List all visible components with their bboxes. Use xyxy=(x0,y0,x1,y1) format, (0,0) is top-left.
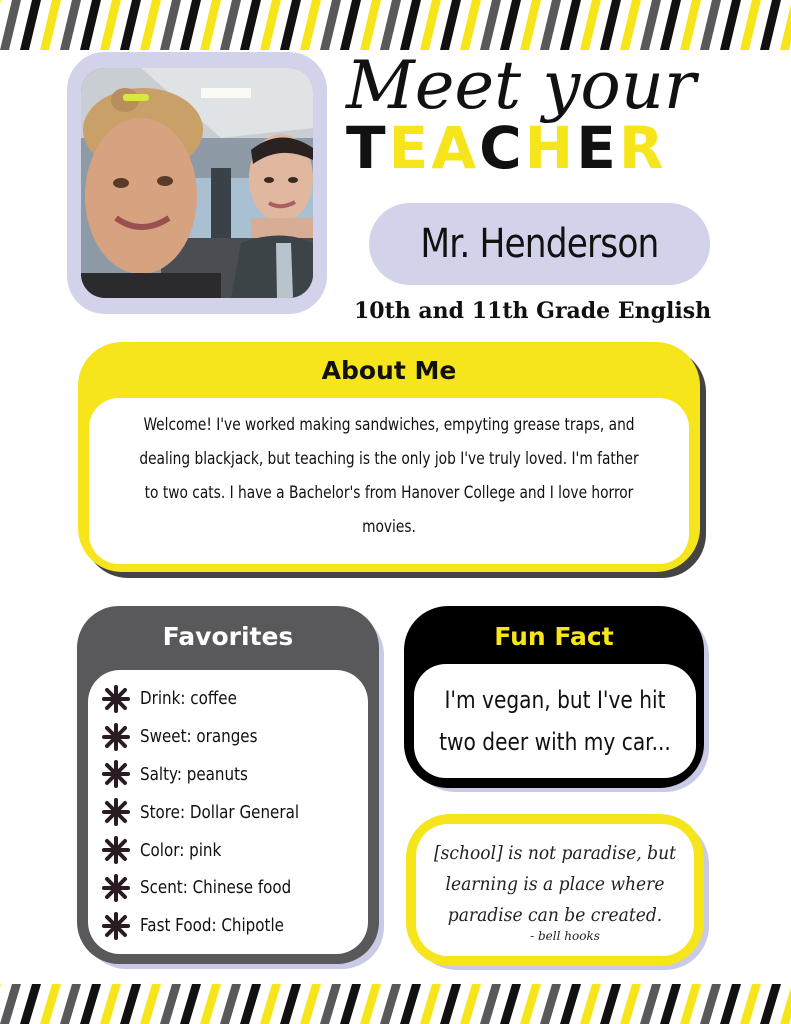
stripe xyxy=(260,0,281,50)
fun-fact-text: I'm vegan, but I've hit two deer with my car... xyxy=(439,686,671,756)
stripe xyxy=(240,984,261,1024)
stripe xyxy=(660,984,681,1024)
stripe xyxy=(720,0,741,50)
stripe xyxy=(40,0,61,50)
favorite-item-text: Color: pink xyxy=(140,839,222,861)
stripe xyxy=(700,0,721,50)
favorite-item-text: Scent: Chinese food xyxy=(140,877,292,899)
asterisk-icon xyxy=(102,723,130,751)
asterisk-icon xyxy=(102,760,130,788)
stripe xyxy=(160,0,181,50)
stripe xyxy=(540,984,561,1024)
stripe xyxy=(600,0,621,50)
stripe xyxy=(660,0,681,50)
favorite-item-text: Salty: peanuts xyxy=(140,763,248,785)
asterisk-icon xyxy=(102,874,130,902)
stripe xyxy=(680,984,701,1024)
stripe xyxy=(620,984,641,1024)
stripe xyxy=(120,984,141,1024)
stripe xyxy=(20,0,41,50)
stripe xyxy=(680,0,701,50)
stripe xyxy=(0,0,21,50)
stripe xyxy=(520,0,541,50)
stripe xyxy=(720,984,741,1024)
fun-fact-title: Fun Fact xyxy=(494,622,614,651)
stripe xyxy=(280,984,301,1024)
favorite-item-text: Store: Dollar General xyxy=(140,801,300,823)
stripe xyxy=(740,0,761,50)
heading-letter: A xyxy=(431,114,480,182)
stripe xyxy=(300,984,321,1024)
stripe xyxy=(500,0,521,50)
stripe xyxy=(340,984,361,1024)
top-stripe-border xyxy=(0,0,791,50)
stripe xyxy=(620,0,641,50)
favorite-item-text: Sweet: oranges xyxy=(140,726,258,748)
teacher-heading xyxy=(346,114,667,182)
stripe xyxy=(120,0,141,50)
stripe xyxy=(480,984,501,1024)
stripe xyxy=(100,984,121,1024)
stripe xyxy=(140,0,161,50)
favorite-item-text: Fast Food: Chipotle xyxy=(140,915,284,937)
about-me-card xyxy=(78,342,700,572)
stripe xyxy=(420,0,441,50)
stripe xyxy=(480,0,501,50)
stripe xyxy=(100,0,121,50)
favorite-item xyxy=(102,718,368,756)
stripe xyxy=(0,984,1,1024)
stripe xyxy=(600,984,621,1024)
stripe xyxy=(80,984,101,1024)
about-me-text: Welcome! I've worked making sandwiches, empyting grease traps, and dealing blackjack, but teaching is the only job I've truly loved. I'm father to two cats. I have a Bachelor's from Hanover College and I love horror movies. xyxy=(139,415,639,537)
stripe xyxy=(320,0,341,50)
favorite-item xyxy=(102,680,368,718)
stripe xyxy=(320,984,341,1024)
fun-fact-body-box xyxy=(414,664,696,778)
stripe xyxy=(0,0,1,50)
favorite-item xyxy=(102,907,368,945)
stripe xyxy=(40,984,61,1024)
stripe xyxy=(460,0,481,50)
svg-text:Meet your: Meet your xyxy=(344,47,700,124)
stripe xyxy=(200,984,221,1024)
stripe xyxy=(460,984,481,1024)
teacher-photo xyxy=(81,68,313,298)
stripe xyxy=(740,984,761,1024)
stripe xyxy=(760,984,781,1024)
asterisk-icon xyxy=(102,685,130,713)
favorite-item xyxy=(102,831,368,869)
stripe xyxy=(80,0,101,50)
stripe xyxy=(400,984,421,1024)
favorite-item xyxy=(102,869,368,907)
favorite-item xyxy=(102,793,368,831)
asterisk-icon xyxy=(102,912,130,940)
heading-letter: T xyxy=(346,114,389,182)
stripe xyxy=(640,0,661,50)
stripe xyxy=(520,984,541,1024)
teacher-name-pill xyxy=(369,203,710,285)
heading-letter: C xyxy=(479,114,525,182)
heading-letter: E xyxy=(576,114,619,182)
asterisk-icon xyxy=(102,798,130,826)
stripe xyxy=(0,984,21,1024)
stripe xyxy=(180,984,201,1024)
stripe xyxy=(420,984,441,1024)
stripe xyxy=(240,0,261,50)
favorites-list xyxy=(88,670,368,954)
stripe xyxy=(700,984,721,1024)
stripe xyxy=(360,0,381,50)
heading-letter: H xyxy=(524,114,577,182)
stripe xyxy=(780,984,791,1024)
about-me-body-box xyxy=(89,398,689,564)
stripe xyxy=(440,0,461,50)
stripe xyxy=(140,984,161,1024)
heading-letter: R xyxy=(618,114,667,182)
favorite-item-text: Drink: coffee xyxy=(140,688,237,710)
stripe xyxy=(180,0,201,50)
asterisk-icon xyxy=(102,836,130,864)
stripe xyxy=(760,0,781,50)
stripe xyxy=(60,0,81,50)
stripe xyxy=(200,0,221,50)
stripe xyxy=(280,0,301,50)
bottom-stripe-border xyxy=(0,984,791,1024)
about-me-title: About Me xyxy=(321,356,457,385)
stripe xyxy=(580,984,601,1024)
stripe xyxy=(380,0,401,50)
stripe xyxy=(780,0,791,50)
quote-card xyxy=(406,814,704,966)
stripe xyxy=(560,0,581,50)
stripe xyxy=(360,984,381,1024)
favorites-title: Favorites xyxy=(162,622,294,651)
stripe xyxy=(60,984,81,1024)
stripe xyxy=(260,984,281,1024)
teacher-photo-frame xyxy=(67,52,327,314)
stripe xyxy=(400,0,421,50)
teacher-grade: 10th and 11th Grade English xyxy=(354,298,712,324)
stripe xyxy=(160,984,181,1024)
teacher-name: Mr. Henderson xyxy=(420,221,659,267)
favorite-item xyxy=(102,756,368,794)
stripe xyxy=(440,984,461,1024)
quote-body-box xyxy=(416,824,694,956)
stripe xyxy=(220,0,241,50)
stripe xyxy=(340,0,361,50)
stripe xyxy=(300,0,321,50)
quote-text: [school] is not paradise, but learning is a place where paradise can be created. xyxy=(433,842,677,926)
stripe xyxy=(580,0,601,50)
quote-author: - bell hooks xyxy=(530,929,600,943)
stripe xyxy=(540,0,561,50)
stripe xyxy=(560,984,581,1024)
stripe xyxy=(640,984,661,1024)
stripe xyxy=(220,984,241,1024)
fun-fact-card xyxy=(404,606,704,788)
stripe xyxy=(500,984,521,1024)
heading-letter: E xyxy=(388,114,432,182)
favorites-card xyxy=(77,606,379,964)
stripe xyxy=(380,984,401,1024)
stripe xyxy=(20,984,41,1024)
